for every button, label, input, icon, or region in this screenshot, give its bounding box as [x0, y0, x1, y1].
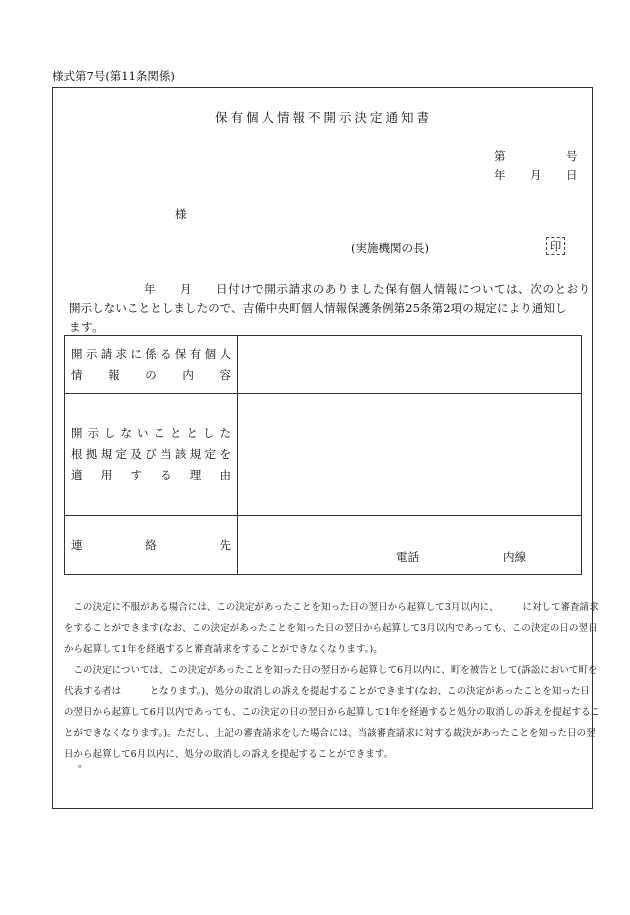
extension-label: 内線 [503, 550, 526, 564]
notice-frame [52, 87, 601, 809]
intro-line2: 開示しないこととしましたので、吉備中央町個人情報保護条例第25条第2項の規定により通知し [69, 301, 567, 315]
intro-line3: ます。 [69, 320, 105, 334]
content-label-line1: 開 示 請 求 に 係 る 保 有 個 人 [71, 346, 231, 361]
note-line: この決定については、この決定があったことを知った日の翌日から起算して6月以内に、町を被告として(訴訟において町を [64, 665, 598, 676]
note-line: をすることができます(なお、この決定があったことを知った日の翌日から起算して3月以内であっても、この決定の日の翌日 [64, 623, 598, 634]
number-dai: 第 [494, 149, 506, 163]
reason-label-line2: 根 拠 規 定 及 び 当 該 規 定 を [71, 447, 231, 461]
notes-block [64, 597, 601, 765]
note-line: から起算して1年を経過すると審査請求をすることができなくなります。)。 [64, 644, 383, 655]
seal-mark: 印 [546, 237, 565, 255]
phone-label: 電話 [396, 550, 419, 564]
contact-label-cell [65, 516, 238, 575]
content-label-cell [65, 336, 238, 394]
content-value-cell[interactable] [238, 336, 582, 394]
reason-label-cell [65, 394, 238, 516]
info-table [64, 335, 582, 575]
date-year: 年 [494, 168, 506, 182]
number-go: 号 [566, 149, 578, 163]
note-line: この決定に不服がある場合には、この決定があったことを知った日の翌日から起算して3月以内に、 に対して審査請求 [64, 602, 599, 613]
contact-label-line: 連 絡 先 [71, 537, 231, 552]
addressee-suffix: 様 [175, 207, 187, 221]
note-line: 代表する者は となります。)、処分の取消しの訴えを提起することができます(なお、この決定があったことを知った日 [64, 686, 590, 697]
content-label-line2: 情 報 の 内 容 [71, 367, 231, 382]
sender-title: (実施機関の長) [351, 241, 429, 255]
document-title: 保有個人情報不開示決定通知書 [214, 110, 432, 125]
contact-value-cell[interactable] [238, 516, 582, 575]
footer-mark: 。 [78, 759, 88, 770]
intro-month: 月 [180, 282, 193, 296]
reason-label-line1: 開 示 し な い こ と と し た [71, 426, 231, 440]
note-line: とができなくなります。)。ただし、上記の審査請求をした場合には、当該審査請求に対する裁決があったことを知った日の翌 [64, 728, 596, 739]
date-day: 日 [566, 168, 578, 182]
reason-value-cell[interactable] [238, 394, 582, 516]
form-number-label: 様式第7号(第11条関係) [52, 69, 175, 83]
note-line: 日から起算して6月以内に、処分の取消しの訴えを提起することができます。 [64, 749, 394, 760]
note-line: の翌日から起算して6月以内であっても、この決定の日の翌日から起算して1年を経過すると処分の取消しの訴えを提起するこ [64, 707, 601, 718]
date-month: 月 [530, 168, 542, 182]
intro-year: 年 [144, 282, 157, 296]
reason-label-line3: 適 用 す る 理 由 [71, 468, 231, 482]
intro-line1: 日付けで開示請求のありました保有個人情報については、次のとおり [216, 282, 591, 296]
